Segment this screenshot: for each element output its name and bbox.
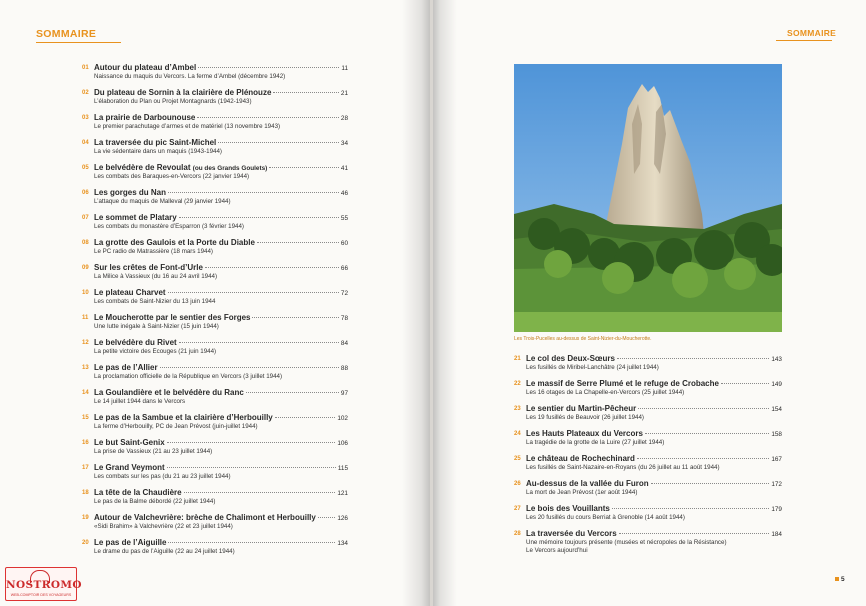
toc-entry-number: 04	[82, 140, 89, 146]
toc-leader-dots	[612, 508, 769, 509]
toc-leader-dots	[246, 392, 339, 393]
toc-entry-title-line	[94, 338, 348, 347]
toc-entry-title: Au-dessus de la vallée du Furon	[526, 479, 649, 488]
toc-entry-title-wrap	[94, 238, 255, 247]
toc-entry-subtitle-line: «Sidi Brahim» à Valchevrière (22 et 23 juillet 1944)	[94, 523, 233, 530]
toc-entry-subtitle	[94, 273, 338, 281]
trois-pucelles-image	[514, 64, 782, 332]
toc-entry-number: 25	[514, 456, 521, 462]
toc-entry-title: Le pas de l’Aiguille	[94, 538, 167, 547]
toc-entry-subtitle-line: Les combats des Baraques-en-Vercors (22 janvier 1944)	[94, 173, 250, 180]
toc-entry	[82, 513, 348, 537]
toc-entry-title-wrap	[94, 363, 158, 372]
watermark-word: NOSTROMO	[6, 579, 82, 591]
toc-entry	[82, 113, 348, 137]
toc-entry-number: 03	[82, 115, 89, 121]
toc-entry-subtitle	[94, 98, 338, 106]
toc-entry-page: 143	[771, 356, 782, 363]
toc-entry-subtitle-line: Les fusillés de Saint-Nazaire-en-Royans (du 26 juillet au 11 août 1944)	[526, 464, 720, 471]
toc-leader-dots	[721, 383, 769, 384]
toc-entry	[82, 163, 348, 187]
toc-entry-title-line	[526, 504, 782, 513]
toc-entry-title-line	[94, 438, 348, 447]
toc-leader-dots	[637, 458, 769, 459]
toc-entry-title-line	[94, 463, 348, 472]
toc-entry-page: 78	[340, 315, 348, 322]
toc-entry-title-line	[94, 188, 348, 197]
toc-entry	[514, 479, 782, 503]
toc-entry-subtitle	[526, 389, 772, 397]
toc-entry-title: Le pas de la Sambue et la clairière d’Herbouilly	[94, 413, 273, 422]
toc-entry-title-wrap	[94, 263, 203, 272]
toc-entry-subtitle	[526, 489, 772, 497]
toc-entry-title: Le bois des Vouillants	[526, 504, 610, 513]
toc-entry	[82, 438, 348, 462]
toc-entry-title-wrap	[94, 538, 166, 547]
toc-leader-dots	[179, 342, 339, 343]
toc-entry-subtitle-line: L’élaboration du Plan ou Projet Montagnards (1942-1943)	[94, 98, 252, 105]
toc-entry-title-line	[526, 354, 782, 363]
toc-entry-page: 88	[340, 365, 348, 372]
toc-entry-title: La grotte des Gaulois et la Porte du Diable	[94, 238, 255, 247]
toc-entry-subtitle	[526, 464, 772, 472]
toc-entry-subtitle-line: La tragédie de la grotte de la Luire (27 juillet 1944)	[526, 439, 665, 446]
toc-entry-subtitle-line: La vie sédentaire dans un maquis (1943-1944)	[94, 148, 222, 155]
toc-entry-number: 20	[82, 540, 89, 546]
toc-entry-subtitle	[526, 514, 772, 522]
toc-entry-number: 16	[82, 440, 89, 446]
toc-leader-dots	[645, 433, 769, 434]
toc-entry-subtitle-line: La Milice à Vassieux (du 16 au 24 avril 1944)	[94, 273, 218, 280]
toc-entry-page: 84	[340, 340, 348, 347]
toc-entry-subtitle-line: Le PC radio de Matrassière (18 mars 1944)	[94, 248, 213, 255]
toc-leader-dots	[273, 92, 339, 93]
toc-entry-title: Le belvédère du Rivet	[94, 338, 177, 347]
toc-entry-page: 66	[340, 265, 348, 272]
toc-entry-title-line	[94, 413, 348, 422]
toc-leader-dots	[167, 442, 336, 443]
toc-entry-title: Sur les crêtes de Font-d’Urle	[94, 263, 203, 272]
toc-entry-number: 05	[82, 165, 89, 171]
toc-entry-subtitle-line: La proclamation officielle de la République en Vercors (3 juillet 1944)	[94, 373, 283, 380]
toc-entry-title-wrap	[94, 288, 166, 297]
left-heading-rule	[36, 42, 121, 43]
toc-entry-subtitle	[94, 423, 338, 431]
toc-entry	[82, 138, 348, 162]
toc-entry-subtitle-line: Le pas de la Balme débordé (22 juillet 1944)	[94, 498, 216, 505]
toc-entry-number: 18	[82, 490, 89, 496]
toc-entry	[82, 63, 348, 87]
toc-entry	[514, 529, 782, 553]
toc-entry-number: 02	[82, 90, 89, 96]
toc-entry-title-line	[94, 263, 348, 272]
toc-entry-subtitle	[526, 539, 772, 554]
toc-entry-subtitle	[94, 323, 338, 331]
toc-entry-number: 19	[82, 515, 89, 521]
toc-entry-title-line	[94, 163, 348, 172]
toc-entry-subtitle-line: Les combats sur les pas (du 21 au 23 juillet 1944)	[94, 473, 231, 480]
toc-entry-title-line	[94, 513, 348, 522]
toc-leader-dots	[184, 492, 336, 493]
toc-entry-title-wrap	[94, 113, 195, 122]
toc-entry	[514, 379, 782, 403]
toc-entry-title-wrap	[526, 379, 719, 388]
toc-entry-title-line	[94, 213, 348, 222]
toc-entry-subtitle	[94, 373, 338, 381]
toc-entry-subtitle	[94, 123, 338, 131]
toc-leader-dots	[257, 242, 339, 243]
toc-entry-title-line	[94, 313, 348, 322]
toc-entry-title-line	[526, 454, 782, 463]
toc-entry-title-wrap	[526, 479, 649, 488]
toc-entry-title: Le Moucherotte par le sentier des Forges	[94, 313, 251, 322]
page-number-marker	[835, 577, 839, 581]
toc-entry-number: 24	[514, 431, 521, 437]
toc-entry-title: Du plateau de Sornin à la clairière de Plénouze	[94, 88, 272, 97]
toc-entry-title-line	[94, 538, 348, 547]
toc-entry-number: 14	[82, 390, 89, 396]
toc-entry-title: La Goulandière et le belvédère du Ranc	[94, 388, 244, 397]
toc-entry-subtitle	[526, 364, 772, 372]
toc-leader-dots	[167, 467, 336, 468]
toc-entry-title: La traversée du Vercors	[526, 529, 617, 538]
toc-entry-subtitle-line: Une lutte inégale à Saint-Nizier (15 juin 1944)	[94, 323, 219, 330]
toc-leader-dots	[651, 483, 770, 484]
toc-entry-page: 172	[771, 481, 782, 488]
toc-entry-number: 13	[82, 365, 89, 371]
toc-leader-dots	[168, 292, 339, 293]
toc-entry-subtitle	[94, 348, 338, 356]
toc-entry-title: Les Hauts Plateaux du Vercors	[526, 429, 643, 438]
left-gutter-shadow	[402, 0, 430, 606]
toc-entry-page: 121	[337, 490, 348, 497]
toc-entry-number: 01	[82, 65, 89, 71]
toc-entry-title: Les gorges du Nan	[94, 188, 167, 197]
toc-entry-title-line	[94, 138, 348, 147]
toc-entry-number: 12	[82, 340, 89, 346]
toc-entry-title-wrap	[526, 404, 636, 413]
right-gutter-shadow	[433, 0, 457, 606]
toc-entry	[82, 88, 348, 112]
toc-entry-title-wrap	[526, 529, 617, 538]
toc-entry-subtitle	[94, 398, 338, 406]
toc-entry-number: 28	[514, 531, 521, 537]
toc-entry	[82, 463, 348, 487]
toc-entry-title-wrap	[94, 138, 216, 147]
toc-entry-title-note: (ou des Grands Goulets)	[192, 165, 268, 172]
toc-leader-dots	[617, 358, 769, 359]
toc-leader-dots	[619, 533, 770, 534]
toc-entry-subtitle-line: Les 16 otages de La Chapelle-en-Vercors (25 juillet 1944)	[526, 389, 685, 396]
toc-entry-page: 184	[771, 531, 782, 538]
toc-entry	[82, 263, 348, 287]
toc-entry-subtitle-line: Naissance du maquis du Vercors. La ferme d’Ambel (décembre 1942)	[94, 73, 286, 80]
toc-entry-subtitle-line: La petite victoire des Écouges (21 juin 1944)	[94, 348, 217, 355]
toc-entry-subtitle-line-2: Le Vercors aujourd’hui	[526, 546, 588, 554]
toc-entry-page: 21	[340, 90, 348, 97]
toc-entry-title: Le château de Rochechinard	[526, 454, 635, 463]
toc-entry-title-line	[94, 63, 348, 72]
toc-entry-subtitle	[94, 548, 338, 556]
toc-entry-title: Le belvédère de Revoulat	[94, 163, 191, 172]
toc-entry-subtitle	[94, 523, 338, 531]
toc-entry-page: 134	[337, 540, 348, 547]
toc-entry	[82, 188, 348, 212]
toc-entry-title-line	[94, 388, 348, 397]
toc-entry	[82, 388, 348, 412]
toc-entry	[514, 404, 782, 428]
toc-leader-dots	[638, 408, 769, 409]
toc-entry-number: 21	[514, 356, 521, 362]
toc-entry-number: 17	[82, 465, 89, 471]
toc-entry-title-line	[526, 379, 782, 388]
toc-entry-page: 28	[340, 115, 348, 122]
toc-entry-title: Autour de Valchevrière: brèche de Chalimont et Herbouilly	[94, 513, 316, 522]
toc-entry-title-line	[526, 429, 782, 438]
toc-entry	[514, 429, 782, 453]
toc-entry-title-wrap	[94, 163, 267, 172]
mountain-photo	[514, 64, 782, 332]
toc-entry-subtitle	[94, 298, 338, 306]
toc-entry-subtitle-line: Une mémoire toujours présente (musées et nécropoles de la Résistance)	[526, 539, 727, 546]
toc-entry-number: 10	[82, 290, 89, 296]
toc-entry	[82, 313, 348, 337]
toc-leader-dots	[179, 217, 339, 218]
toc-entry-number: 06	[82, 190, 89, 196]
watermark-tagline: WEB-COMPTOIR DES VOYAGEURS	[10, 593, 72, 597]
toc-entry-subtitle-line: La prise de Vassieux (21 au 23 juillet 1944)	[94, 448, 213, 455]
toc-entry	[82, 238, 348, 262]
toc-entry-subtitle-line: Le premier parachutage d’armes et de matériel (13 novembre 1943)	[94, 123, 281, 130]
toc-entry-subtitle	[94, 148, 338, 156]
toc-entry-title: Le col des Deux-Sœurs	[526, 354, 615, 363]
toc-entry-number: 08	[82, 240, 89, 246]
toc-leader-dots	[168, 192, 339, 193]
toc-entry-page: 72	[340, 290, 348, 297]
left-page-heading: SOMMAIRE	[36, 28, 97, 40]
toc-entry-number: 26	[514, 481, 521, 487]
toc-entry-title-wrap	[94, 338, 177, 347]
toc-entry-title-wrap	[526, 429, 643, 438]
toc-entry-title-wrap	[94, 488, 182, 497]
toc-entry	[82, 213, 348, 237]
toc-entry-page: 115	[337, 465, 348, 472]
toc-entry-subtitle-line: Les combats de Saint-Nizier du 13 juin 1944	[94, 298, 216, 305]
toc-entry-subtitle	[94, 223, 338, 231]
toc-entry	[82, 288, 348, 312]
toc-entry-page: 154	[771, 406, 782, 413]
toc-entry-title-wrap	[94, 513, 316, 522]
toc-entry-subtitle-line: Les combats du monastère d’Esparron (3 février 1944)	[94, 223, 244, 230]
toc-entry-title-wrap	[94, 188, 166, 197]
toc-leader-dots	[168, 542, 335, 543]
toc-entry-title: Le massif de Serre Plumé et le refuge de Crobache	[526, 379, 719, 388]
toc-entry-page: 126	[337, 515, 348, 522]
toc-entry-title-line	[94, 88, 348, 97]
toc-entry-subtitle-line: Les fusillés de Miribel-Lanchâtre (24 juillet 1944)	[526, 364, 659, 371]
toc-leader-dots	[218, 142, 339, 143]
toc-entry-number: 27	[514, 506, 521, 512]
toc-entry	[82, 413, 348, 437]
toc-entry-number: 23	[514, 406, 521, 412]
toc-leader-dots	[275, 417, 336, 418]
toc-entry	[82, 488, 348, 512]
toc-entry-title-wrap	[526, 504, 610, 513]
toc-entry-title: Le plateau Charvet	[94, 288, 166, 297]
toc-entry-title-line	[526, 529, 782, 538]
toc-entry-number: 09	[82, 265, 89, 271]
toc-entry-page: 179	[771, 506, 782, 513]
toc-entry-title: Le sommet de Platary	[94, 213, 177, 222]
toc-entry-title: Le Grand Veymont	[94, 463, 165, 472]
toc-entry-page: 149	[771, 381, 782, 388]
toc-entry	[514, 504, 782, 528]
toc-entry-title-wrap	[94, 63, 196, 72]
toc-entry-page: 34	[340, 140, 348, 147]
toc-entry-page: 167	[771, 456, 782, 463]
toc-entry	[514, 354, 782, 378]
toc-entry-title-wrap	[94, 438, 165, 447]
right-page-heading: SOMMAIRE	[787, 28, 837, 38]
toc-entry-number: 07	[82, 215, 89, 221]
photo-caption: Les Trois-Pucelles au-dessus de Saint-Nizier-du-Moucherotte.	[514, 336, 652, 342]
toc-entry-subtitle	[94, 248, 338, 256]
toc-entry-page: 41	[340, 165, 348, 172]
toc-entry-title-wrap	[526, 354, 615, 363]
toc-entry-title-line	[94, 288, 348, 297]
nostromo-watermark	[5, 567, 82, 601]
toc-entry-title: Le but Saint-Genix	[94, 438, 165, 447]
toc-entry-subtitle	[94, 198, 338, 206]
toc-entry-title-line	[94, 488, 348, 497]
toc-entry-subtitle-line: L’attaque du maquis de Malleval (29 janvier 1944)	[94, 198, 231, 205]
toc-entry-subtitle	[94, 448, 338, 456]
toc-entry-title: La tête de la Chaudière	[94, 488, 182, 497]
toc-entry-title-wrap	[94, 88, 271, 97]
toc-entry-subtitle	[526, 414, 772, 422]
toc-entry	[82, 363, 348, 387]
toc-entry-page: 158	[771, 431, 782, 438]
toc-leader-dots	[197, 117, 339, 118]
toc-entry-title: Le pas de l’Allier	[94, 363, 158, 372]
toc-leader-dots	[318, 517, 335, 518]
right-heading-rule	[776, 40, 832, 41]
toc-entry-title: La traversée du pic Saint-Michel	[94, 138, 217, 147]
toc-entry-title-line	[526, 479, 782, 488]
toc-entry-title: Le sentier du Martin-Pêcheur	[526, 404, 637, 413]
toc-entry-title-wrap	[526, 454, 635, 463]
toc-entry-title-wrap	[94, 388, 244, 397]
toc-entry-title-wrap	[94, 413, 273, 422]
toc-entry-subtitle	[94, 498, 338, 506]
toc-entry-subtitle	[526, 439, 772, 447]
toc-entry-subtitle	[94, 173, 338, 181]
toc-entry	[82, 338, 348, 362]
toc-entry-subtitle-line: Le drame du pas de l’Aiguille (22 au 24 juillet 1944)	[94, 548, 235, 555]
toc-entry-page: 46	[340, 190, 348, 197]
toc-entry-subtitle-line: Le 14 juillet 1944 dans le Vercors	[94, 398, 186, 405]
toc-entry-number: 22	[514, 381, 521, 387]
toc-entry-title-wrap	[94, 213, 177, 222]
toc-entry-subtitle	[94, 73, 338, 81]
toc-entry-page: 97	[340, 390, 348, 397]
toc-entry-title: La prairie de Darbounouse	[94, 113, 196, 122]
page-number-value: 5	[841, 576, 845, 583]
toc-entry-subtitle	[94, 473, 338, 481]
toc-entry-page: 55	[340, 215, 348, 222]
toc-entry-subtitle-line: Les 19 fusillés de Beauvoir (26 juillet 1944)	[526, 414, 644, 421]
toc-entry-page: 106	[337, 440, 348, 447]
toc-entry-page: 102	[337, 415, 348, 422]
toc-entry-number: 15	[82, 415, 89, 421]
toc-entry-title-wrap	[94, 313, 250, 322]
toc-entry-title-line	[94, 238, 348, 247]
toc-entry-title-line	[94, 363, 348, 372]
toc-entry-title-line	[526, 404, 782, 413]
toc-leader-dots	[160, 367, 339, 368]
toc-entry-subtitle-line: La mort de Jean Prévost (1er août 1944)	[526, 489, 638, 496]
toc-entry-subtitle-line: La ferme d’Herbouilly, PC de Jean Prévost (juin-juillet 1944)	[94, 423, 258, 430]
toc-leader-dots	[252, 317, 338, 318]
toc-entry-title-line	[94, 113, 348, 122]
toc-entry-title-wrap	[94, 463, 165, 472]
toc-entry-number: 11	[82, 315, 89, 321]
toc-leader-dots	[269, 167, 339, 168]
toc-leader-dots	[198, 67, 339, 68]
page-number	[835, 576, 845, 583]
toc-entry	[82, 538, 348, 562]
toc-entry-page: 60	[340, 240, 348, 247]
toc-entry	[514, 454, 782, 478]
toc-leader-dots	[205, 267, 339, 268]
toc-entry-page: 11	[341, 65, 348, 72]
toc-entry-title: Autour du plateau d’Ambel	[94, 63, 197, 72]
toc-entry-subtitle-line: Les 20 fusillés du cours Berriat à Grenoble (14 août 1944)	[526, 514, 685, 521]
